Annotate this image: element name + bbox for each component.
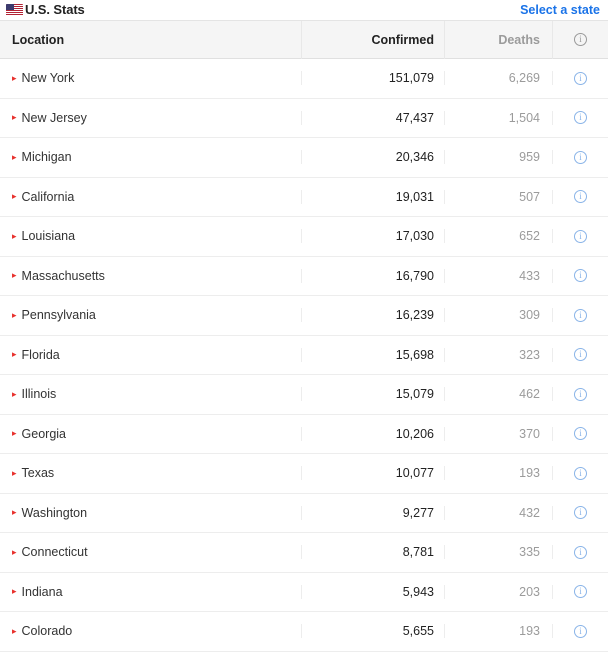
location-label: Illinois xyxy=(21,387,57,402)
info-icon[interactable]: i xyxy=(574,33,587,46)
caret-right-icon: ▸ xyxy=(12,112,17,123)
caret-right-icon: ▸ xyxy=(12,586,17,597)
cell-deaths: 323 xyxy=(445,348,553,362)
caret-right-icon: ▸ xyxy=(12,72,17,83)
cell-deaths: 1,504 xyxy=(445,111,553,125)
table-row[interactable] xyxy=(0,257,608,297)
cell-confirmed: 8,781 xyxy=(302,545,445,559)
cell-deaths: 370 xyxy=(445,427,553,441)
stats-table xyxy=(0,20,608,652)
table-row[interactable] xyxy=(0,336,608,376)
info-icon[interactable]: i xyxy=(574,427,587,440)
location-label: Texas xyxy=(21,466,55,481)
column-header-location[interactable]: Location xyxy=(0,21,302,59)
cell-confirmed: 47,437 xyxy=(302,111,445,125)
cell-info xyxy=(553,190,608,203)
table-row[interactable] xyxy=(0,375,608,415)
cell-location xyxy=(0,466,302,480)
cell-info xyxy=(553,546,608,559)
table-row[interactable] xyxy=(0,494,608,534)
cell-deaths: 959 xyxy=(445,150,553,164)
cell-confirmed: 16,239 xyxy=(302,308,445,322)
location-label: New York xyxy=(21,71,75,86)
cell-deaths: 652 xyxy=(445,229,553,243)
caret-right-icon: ▸ xyxy=(12,467,17,478)
caret-right-icon: ▸ xyxy=(12,428,17,439)
cell-info xyxy=(553,388,608,401)
caret-right-icon: ▸ xyxy=(12,388,17,399)
cell-confirmed: 5,943 xyxy=(302,585,445,599)
cell-location xyxy=(0,308,302,322)
location-label: Michigan xyxy=(21,150,72,165)
cell-deaths: 432 xyxy=(445,506,553,520)
caret-right-icon: ▸ xyxy=(12,507,17,518)
cell-location xyxy=(0,150,302,164)
cell-location xyxy=(0,624,302,638)
info-icon[interactable]: i xyxy=(574,72,587,85)
cell-location xyxy=(0,229,302,243)
cell-deaths: 193 xyxy=(445,624,553,638)
table-row[interactable] xyxy=(0,217,608,257)
us-flag-icon xyxy=(6,4,23,16)
caret-right-icon: ▸ xyxy=(12,625,17,636)
table-row[interactable] xyxy=(0,573,608,613)
info-icon[interactable]: i xyxy=(574,388,587,401)
stats-header xyxy=(0,0,608,20)
cell-info xyxy=(553,348,608,361)
cell-info xyxy=(553,585,608,598)
location-label: New Jersey xyxy=(21,110,87,125)
table-row[interactable] xyxy=(0,415,608,455)
location-label: Louisiana xyxy=(21,229,76,244)
cell-confirmed: 17,030 xyxy=(302,229,445,243)
caret-right-icon: ▸ xyxy=(12,230,17,241)
cell-deaths: 507 xyxy=(445,190,553,204)
table-row[interactable] xyxy=(0,59,608,99)
cell-deaths: 309 xyxy=(445,308,553,322)
cell-info xyxy=(553,72,608,85)
info-icon[interactable]: i xyxy=(574,467,587,480)
info-icon[interactable]: i xyxy=(574,309,587,322)
cell-info xyxy=(553,625,608,638)
cell-info xyxy=(553,506,608,519)
cell-deaths: 203 xyxy=(445,585,553,599)
caret-right-icon: ▸ xyxy=(12,151,17,162)
caret-right-icon: ▸ xyxy=(12,546,17,557)
location-label: Georgia xyxy=(21,426,67,441)
location-label: Washington xyxy=(21,505,88,520)
location-label: California xyxy=(21,189,75,204)
location-label: Pennsylvania xyxy=(21,308,96,323)
cell-deaths: 193 xyxy=(445,466,553,480)
location-label: Massachusetts xyxy=(21,268,105,283)
cell-deaths: 433 xyxy=(445,269,553,283)
cell-location xyxy=(0,387,302,401)
cell-location xyxy=(0,348,302,362)
cell-confirmed: 19,031 xyxy=(302,190,445,204)
info-icon[interactable]: i xyxy=(574,348,587,361)
stats-header-left xyxy=(6,0,85,20)
info-icon[interactable]: i xyxy=(574,585,587,598)
info-icon[interactable]: i xyxy=(574,111,587,124)
location-label: Colorado xyxy=(21,624,73,639)
cell-location xyxy=(0,190,302,204)
cell-deaths: 335 xyxy=(445,545,553,559)
cell-confirmed: 9,277 xyxy=(302,506,445,520)
cell-info xyxy=(553,269,608,282)
cell-location xyxy=(0,585,302,599)
cell-confirmed: 16,790 xyxy=(302,269,445,283)
caret-right-icon: ▸ xyxy=(12,309,17,320)
cell-location xyxy=(0,506,302,520)
cell-confirmed: 5,655 xyxy=(302,624,445,638)
info-icon[interactable]: i xyxy=(574,546,587,559)
cell-location xyxy=(0,111,302,125)
select-a-state-link[interactable]: Select a state xyxy=(520,3,600,17)
page-title: U.S. Stats xyxy=(25,2,85,17)
cell-info xyxy=(553,467,608,480)
table-row[interactable] xyxy=(0,612,608,652)
table-row[interactable] xyxy=(0,454,608,494)
column-header-confirmed[interactable]: Confirmed xyxy=(302,21,445,59)
table-row[interactable] xyxy=(0,178,608,218)
location-label: Florida xyxy=(21,347,60,362)
cell-location xyxy=(0,427,302,441)
location-label: Connecticut xyxy=(21,545,88,560)
cell-info xyxy=(553,427,608,440)
table-row[interactable] xyxy=(0,99,608,139)
table-row[interactable] xyxy=(0,533,608,573)
caret-right-icon: ▸ xyxy=(12,270,17,281)
table-row[interactable] xyxy=(0,138,608,178)
cell-confirmed: 20,346 xyxy=(302,150,445,164)
cell-location xyxy=(0,269,302,283)
cell-confirmed: 15,698 xyxy=(302,348,445,362)
info-icon[interactable]: i xyxy=(574,190,587,203)
table-row[interactable] xyxy=(0,296,608,336)
info-icon[interactable]: i xyxy=(574,269,587,282)
caret-right-icon: ▸ xyxy=(12,349,17,360)
cell-confirmed: 151,079 xyxy=(302,71,445,85)
cell-info xyxy=(553,230,608,243)
cell-deaths: 6,269 xyxy=(445,71,553,85)
location-label: Indiana xyxy=(21,584,63,599)
info-icon[interactable]: i xyxy=(574,230,587,243)
cell-location xyxy=(0,71,302,85)
column-header-deaths[interactable]: Deaths xyxy=(445,21,553,59)
cell-info xyxy=(553,309,608,322)
caret-right-icon: ▸ xyxy=(12,191,17,202)
cell-confirmed: 10,206 xyxy=(302,427,445,441)
info-icon[interactable]: i xyxy=(574,151,587,164)
info-icon[interactable]: i xyxy=(574,625,587,638)
table-body xyxy=(0,59,608,652)
cell-deaths: 462 xyxy=(445,387,553,401)
cell-info xyxy=(553,151,608,164)
cell-confirmed: 15,079 xyxy=(302,387,445,401)
cell-location xyxy=(0,545,302,559)
info-icon[interactable]: i xyxy=(574,506,587,519)
cell-confirmed: 10,077 xyxy=(302,466,445,480)
cell-info xyxy=(553,111,608,124)
table-header-row xyxy=(0,21,608,59)
column-header-info xyxy=(553,33,608,46)
